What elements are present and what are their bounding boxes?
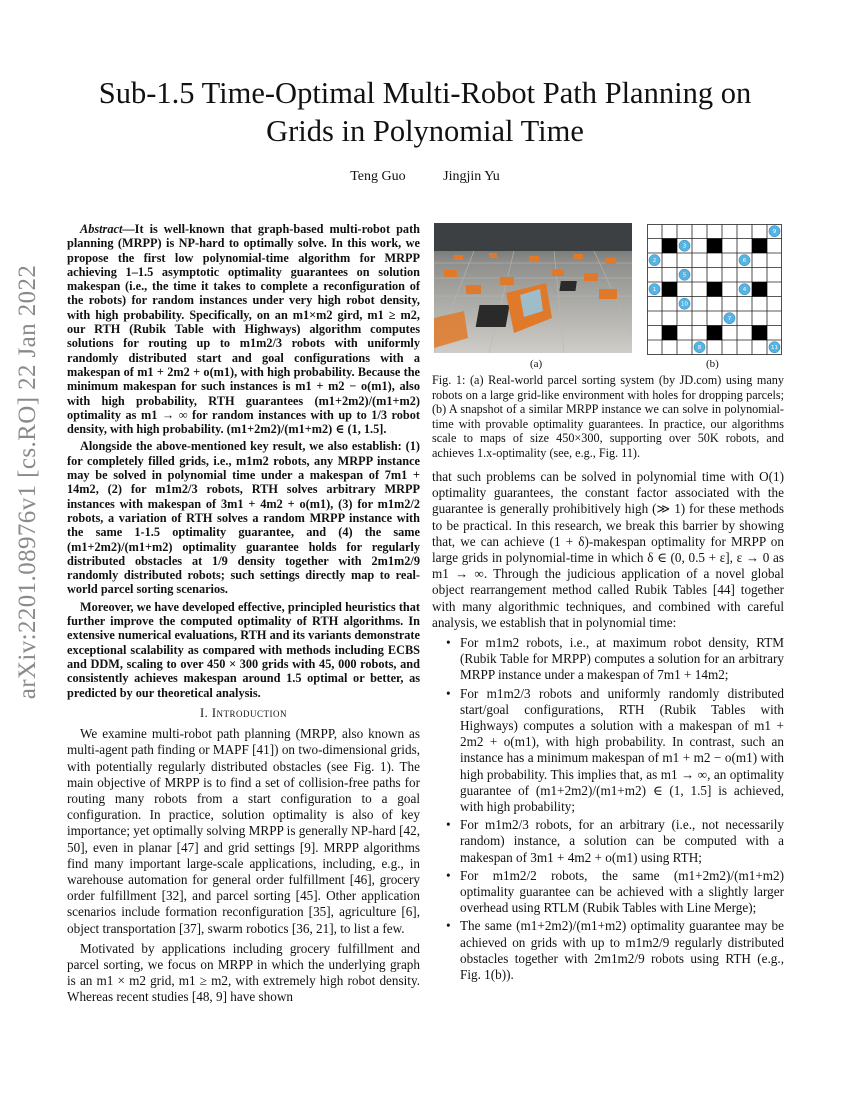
robot-marker (724, 313, 735, 324)
robot-marker (649, 255, 660, 266)
svg-text:7: 7 (727, 316, 732, 323)
figure-1b-grid (647, 224, 782, 355)
grid-obstacle (752, 282, 767, 297)
figure-1a-photo (434, 223, 632, 353)
svg-text:10: 10 (681, 301, 688, 308)
right-intro-paragraph: that such problems can be solved in polynomial time with O(1) optimality guarantees, the constant factor associated with the guarantee is generally prohibitively high (≫ 1) for these methods to be practical. In this research, we break this barrier by showing that, we can achieve (1 + δ)-makespan optimality for MRPP on large grids in polynomial-time in which δ ∈ (0, 0.5 + ε], ε → 0 as m1 → ∞. Through the judicious application of a novel global object rearrangement method called Rubik Tables [44] together with many algorithmic techniques, and combined with careful analysis, we establish that in polynomial time: (432, 469, 784, 630)
svg-text:6: 6 (742, 258, 747, 265)
list-item: • For m1m2 robots, i.e., at maximum robot density, RTM (Rubik Table for MRPP) computes a solution for an arbitrary MRPP instance under a makespan of 7m1 + 14m2; (432, 635, 784, 684)
grid-obstacle (662, 239, 677, 254)
robot-marker (769, 226, 780, 237)
list-item: • For m1m2/3 robots, for an arbitrary (i.e., not necessarily random) instance, a solution can be computed with a makespan of 3m1 + 4m2 + o(m1) using RTH; (432, 817, 784, 866)
grid-obstacle (752, 239, 767, 254)
abstract (67, 222, 420, 700)
list-item: • For m1m2/2 robots, the same (m1+2m2)/(m1+m2) optimality guarantee can be achieved with a slightly larger overhead using RTLM (Rubik Tables with Line Merge); (432, 868, 784, 917)
abstract-paragraph: Moreover, we have developed effective, principled heuristics that further improve the computed optimality of RTH algorithms. In extensive numerical evaluations, RTH and its variants demonstrate exceptional scalability as compared with methods including ECBS and DDM, scaling to over 450 × 300 grids with 45, 000 robots, and consistently achieves makespan around 1.5 optimal or better, as predicted by our theoretical analysis. (67, 599, 420, 700)
grid-obstacle (662, 326, 677, 341)
figure-caption: Fig. 1: (a) Real-world parcel sorting system (by JD.com) using many robots on a large grid-like environment with holes for dropping parcels; (b) A snapshot of a similar MRPP instance we can solve in polynomial-time with provable optimality guarantees. In practice, our algorithms scale to maps of size 450×300, supporting over 50K robots, and achieves 1.x-optimality (see, e.g., Fig. 11). (432, 373, 784, 460)
paper-title: Sub-1.5 Time-Optimal Multi-Robot Path Planning on Grids in Polynomial Time (98, 76, 752, 148)
grid-obstacle (752, 326, 767, 341)
subfigure-b-label: (b) (706, 358, 719, 370)
list-item: • For m1m2/3 robots and uniformly randomly distributed start/goal configurations, RTH (Rubik Tables with Highways) computes a solution with a makespan of m1 + 2m2 + o(m1), with high probability. In contrast, such an instance has a minimum makespan of m1 + m2 − o(m1) with high probability. This implies that, as m1 → ∞, an optimality guarantee of (m1+2m2)/(m1+m2) ∈ (1, 1.5] is achieved, with high probability; (432, 686, 784, 816)
abstract-label: Abstract (80, 222, 123, 236)
robot-marker (679, 298, 690, 309)
svg-text:9: 9 (772, 229, 777, 236)
arxiv-stamp (8, 264, 48, 700)
svg-text:2: 2 (652, 258, 657, 265)
author-list (0, 169, 850, 185)
svg-text:3: 3 (682, 243, 687, 250)
author-name: Teng Guo (350, 169, 406, 184)
svg-text:5: 5 (682, 272, 687, 279)
robot-marker (769, 342, 780, 353)
intro-paragraph: Motivated by applications including grocery fulfillment and parcel sorting, we focus on MRPP in which the underlying graph is an m1 × m2 grid, m1 ≥ m2, with extremely high robot density. Whereas recent studies [48, 9] have shown (67, 940, 420, 1005)
grid-obstacle (707, 239, 722, 254)
robot-marker (739, 284, 750, 295)
svg-text:4: 4 (742, 287, 747, 294)
robot-marker (649, 284, 660, 295)
intro-body (67, 726, 420, 1005)
abstract-paragraph: Alongside the above-mentioned key result, we also establish: (1) for completely filled grids, i.e., m1m2 robots, any MRPP instance may be solved in polynomial time under a makespan of 7m1 + 14m2, (2) for m1m2/3 robots, RTH solves arbitrary MRPP instances with makespan of 3m1 + 4m2 + o(m1), (3) for m1m2/2 robots, a variation of RTH solves a random MRPP instance with the same 1-1.5 optimality guarantee, and (4) the same (m1+2m2)/(m1+m2) optimality guarantee holds for regularly distributed obstacles at 1/9 density together with 2m1m2/9 randomly distributed robots; such settings directly map to real-world parcel sorting scenarios. (67, 439, 420, 597)
section-title: Introduction (211, 705, 288, 720)
section-number: I. (199, 705, 209, 720)
list-item: • The same (m1+2m2)/(m1+m2) optimality guarantee may be achieved on grids with up to m1m2/9 regularly distributed obstacles together with 2m1m2/9 robots using RTH (e.g., Fig. 1(b)). (432, 918, 784, 983)
intro-paragraph: We examine multi-robot path planning (MRPP, also known as multi-agent path finding or MAPF [41]) on two-dimensional grids, with potentially regularly distributed obstacles (see Fig. 1). The main objective of MRPP is to find a set of collision-free paths for routing many robots from a start configuration to a goal configuration. In practice, solution optimality is also of key importance; yet optimally solving MRPP is generally NP-hard [42, 50], even in planar [47] and grid settings [9]. MRPP algorithms find many important large-scale applications, including, e.g., in warehouse automation for general order fulfillment [46], grocery order fulfillment [32], and parcel sorting [45]. Other application scenarios include formation reconfiguration [35], agriculture [6], object transportation [37], swarm robotics [36, 21], to list a few. (67, 726, 420, 936)
svg-text:8: 8 (697, 345, 702, 352)
arxiv-stamp-text: arXiv:2201.08976v1 [cs.RO] 22 Jan 2022 (14, 264, 41, 700)
robot-marker (679, 240, 690, 251)
grid-obstacle (662, 282, 677, 297)
abstract-paragraph: Abstract—It is well-known that graph-based multi-robot path planning (MRPP) is NP-hard to optimally solve. In this work, we propose the first low polynomial-time algorithm for MRPP achieving 1–1.5 asymptotic optimality guarantees on solution makespan (i.e., the time it takes to complete a reconfiguration of the robots) for random instances under very high robot density, with high probability. Specifically, on an m1×m2 gird, m1 ≥ m2, our RTH (Rubik Table with Highways) algorithm computes solutions for routing up to m1m2/3 robots with uniformly randomly distributed start and goal configurations with a makespan of m1 + 2m2 + o(m1), with high probability. Because the minimum makespan for such instances is m1 + m2 − o(m1), also with high probability, RTH guarantees (m1+2m2)/(m1+m2) optimality as m1 → ∞ for random instances with up to 1/3 robot density, with high probability. (m1+2m2)/(m1+m2) ∈ (1, 1.5]. (67, 222, 420, 437)
left-column (67, 222, 420, 1010)
grid-obstacle (707, 326, 722, 341)
grid-obstacle (707, 282, 722, 297)
svg-text:1: 1 (652, 287, 657, 294)
robot-marker (694, 342, 705, 353)
robot-marker (739, 255, 750, 266)
subfigure-a-label: (a) (530, 358, 543, 370)
right-column (432, 469, 784, 985)
robot-marker (679, 269, 690, 280)
svg-text:11: 11 (771, 345, 778, 352)
section-heading (67, 706, 420, 721)
author-name: Jingjin Yu (443, 169, 500, 184)
contribution-list (432, 635, 784, 983)
